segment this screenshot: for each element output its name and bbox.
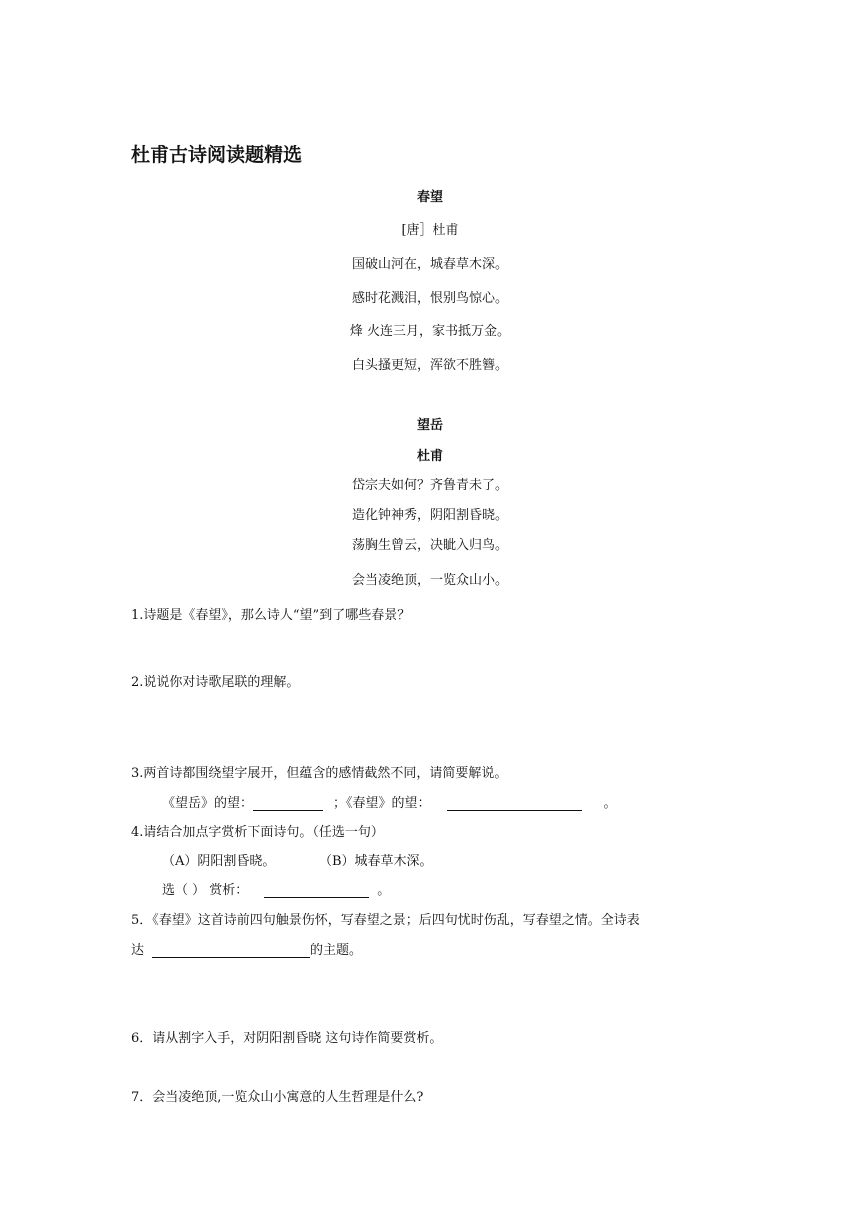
q4-end: 。 <box>377 883 391 898</box>
question-5-line2 <box>131 939 362 958</box>
question-6: 6．请从割字入手，对阴阳割昏晓 这句诗作简要赏析。 <box>131 1031 443 1046</box>
question-5-line1: 5．《春望》这首诗前四句触景伤怀，写春望之景；后四句忧时伤乱，写春望之情。全诗表 <box>131 913 640 928</box>
question-4: 4.请结合加点字赏析下面诗句。（任选一句） <box>131 825 384 840</box>
q4-option-b: （B）城春草木深。 <box>319 854 433 869</box>
q3-blank-b[interactable] <box>447 796 582 811</box>
poem1-line: 白头搔更短，浑欲不胜簪。 <box>351 358 508 373</box>
q4-blank[interactable] <box>264 883 369 898</box>
poem2-line: 岱宗夫如何？齐鲁青未了。 <box>351 478 508 493</box>
question-7: 7．会当凌绝顶,一览众山小寓意的人生哲理是什么? <box>131 1090 424 1105</box>
poem2-line: 会当凌绝顶，一览众山小。 <box>351 573 508 588</box>
question-3: 3.两首诗都围绕望字展开，但蕴含的感情截然不同，请简要解说。 <box>131 766 508 781</box>
poem2-author: 杜甫 <box>416 449 443 464</box>
q5-blank[interactable] <box>152 943 310 958</box>
q4-option-a: （A）阴阳割昏晓。 <box>162 854 276 869</box>
poem2-title: 望岳 <box>416 418 443 433</box>
poem1-line: 烽 火连三月，家书抵万金。 <box>349 324 511 339</box>
question-1: 1.诗题是《春望》，那么诗人“望”到了哪些春景？ <box>131 608 411 623</box>
q5-start: 达 <box>131 943 145 958</box>
q3-part-a-label: 《望岳》的望： <box>162 796 254 811</box>
question-2: 2.说说你对诗歌尾联的理解。 <box>131 675 300 690</box>
q4-select-label: 选（ ） 赏析： <box>162 883 249 898</box>
q3-part-b-label: 《春望》的望： <box>346 796 431 811</box>
poem1-title: 春望 <box>416 190 443 205</box>
q3-end: 。 <box>603 796 617 811</box>
poem1-author: [唐］杜甫 <box>401 223 459 238</box>
q5-end: 的主题。 <box>310 943 363 958</box>
poem1-line: 国破山河在，城春草木深。 <box>351 257 508 272</box>
poem2-line: 荡胸生曾云，决眦入归鸟。 <box>351 538 508 553</box>
q3-separator: ； <box>333 796 347 811</box>
q3-blank-a[interactable] <box>253 796 323 811</box>
document-title: 杜甫古诗阅读题精选 <box>131 144 303 166</box>
poem1-line: 感时花溅泪，恨别鸟惊心。 <box>351 291 508 306</box>
poem2-line: 造化钟神秀，阴阳割昏晓。 <box>351 508 508 523</box>
question-3-answer-line <box>162 792 617 811</box>
q4-answer-line <box>162 879 390 898</box>
